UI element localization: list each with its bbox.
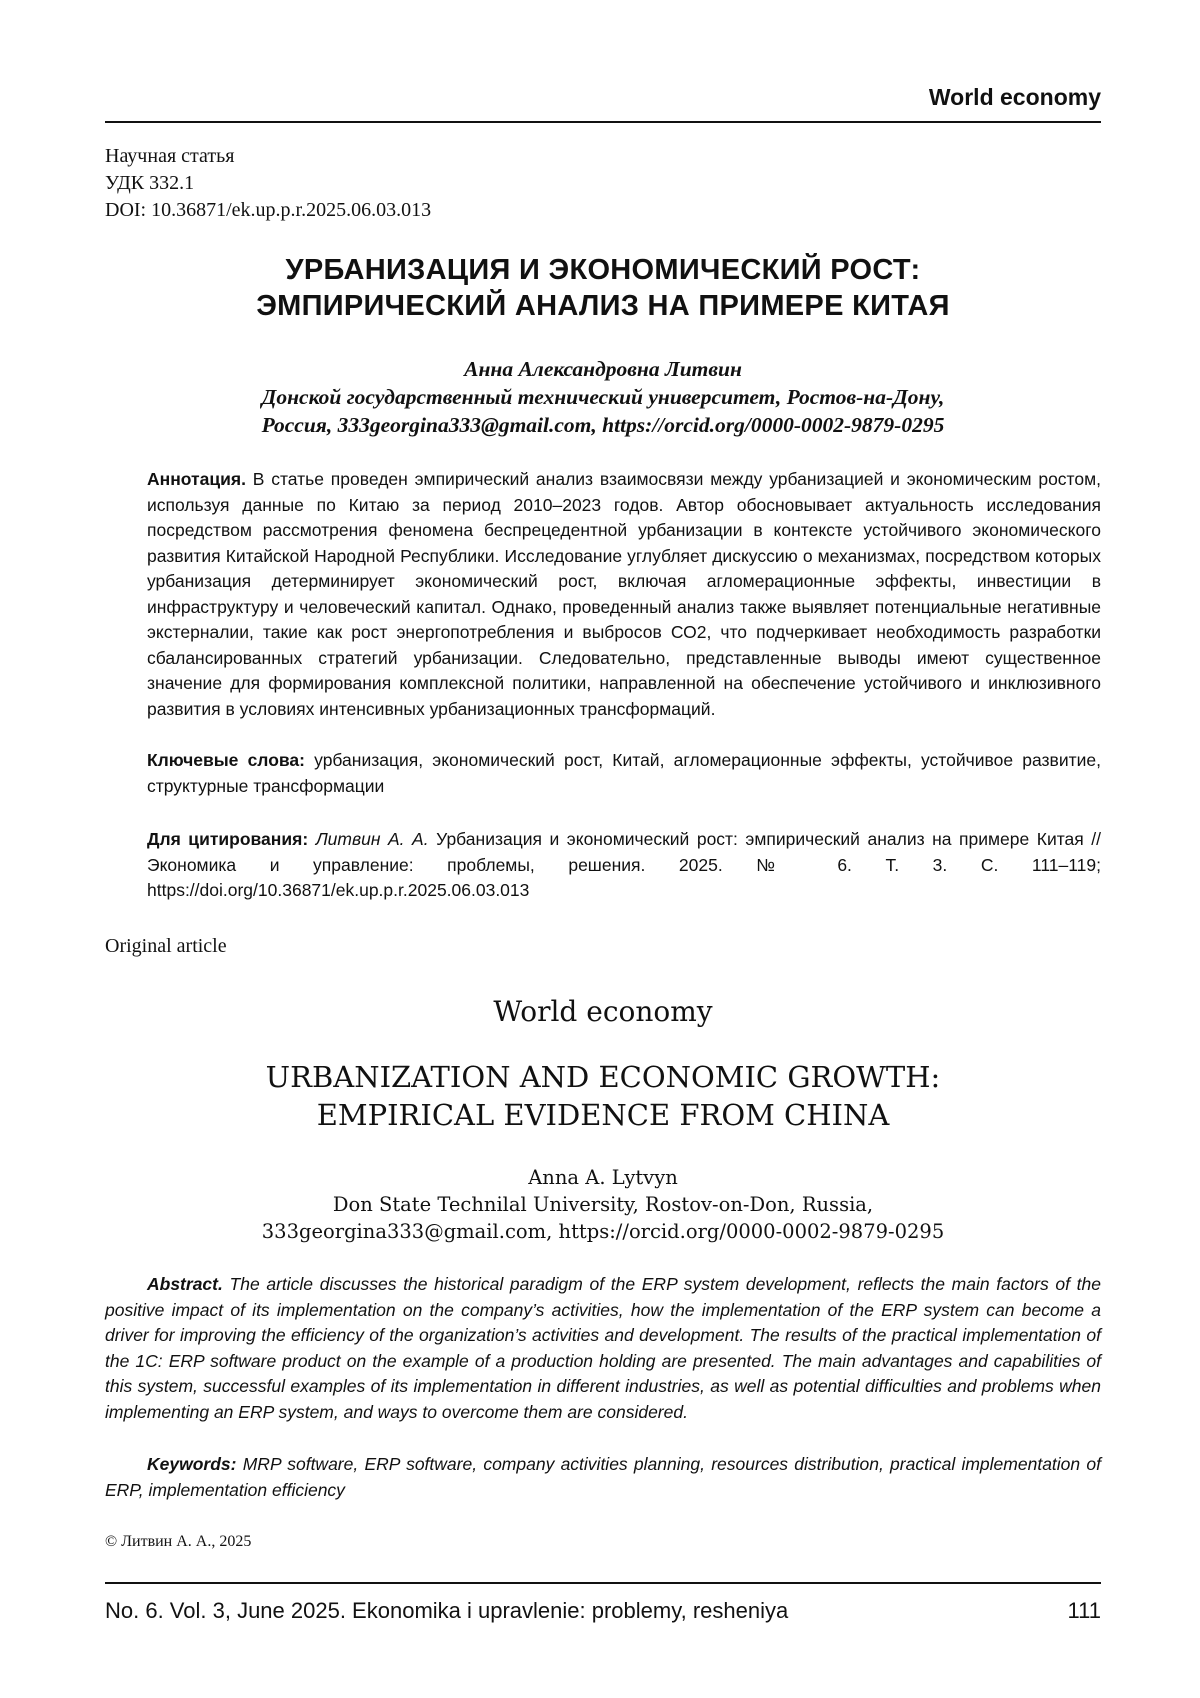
keywords-en [105, 1452, 1101, 1503]
citation-text: Урбанизация и экономический рост: эмпирический анализ на примере Китая // Экономика и управление: проблемы, решения. 2025. № 6. Т. 3. С. 111–119; https://doi.org/10.36871/ek.up.p.r.2025.06.03.013 [147, 829, 1101, 900]
citation-authors: Литвин А. А. [315, 829, 429, 849]
annotation-label: Аннотация. [147, 469, 246, 489]
footer-rule [105, 1582, 1101, 1584]
running-header: World economy [928, 84, 1101, 110]
article-type-en: Original article [105, 935, 227, 957]
udc-code: УДК 332.1 [105, 172, 195, 194]
annotation-text: В статье проведен эмпирический анализ взаимосвязи между урбанизацией и экономическим ростом, используя данные по Китаю за период 2010–2023 годов. Автор обосновывает актуальность исследования посредством рассмотрения феномена беспрецедентной урбанизации в контексте устойчивого экономического развития Китайской Народной Республики. Исследование углубляет дискуссию о механизмах, посредством которых урбанизация детерминирует экономический рост, включая агломерационные эффекты, инвестиции в инфраструктуру и человеческий капитал. Однако, проведенный анализ также выявляет потенциальные негативные экстерналии, такие как рост энергопотребления и выбросов СО2, что подчеркивает необходимость разработки сбалансированных стратегий урбанизации. Следовательно, представленные выводы имеют существенное значение для формирования комплексной политики, направленной на обеспечение устойчивого и инклюзивного развития в условиях интенсивных урбанизационных трансформаций. [147, 469, 1101, 719]
copyright: © Литвин А. А., 2025 [105, 1533, 252, 1550]
keywords-ru-label: Ключевые слова: [147, 750, 305, 770]
page-number: 111 [1067, 1598, 1101, 1623]
doi-ru: DOI: 10.36871/ek.up.p.r.2025.06.03.013 [105, 199, 432, 221]
author-affiliation-ru-2: Россия, 333georgina333@gmail.com, https://orcid.org/0000-0002-9879-0295 [261, 413, 945, 437]
article-meta-ru [105, 143, 431, 224]
author-name-en: Anna A. Lytvyn [528, 1166, 678, 1189]
footer-journal: No. 6. Vol. 3, June 2025. Ekonomika i upravlenie: problemy, resheniya [105, 1598, 789, 1623]
abstract-text: The article discusses the historical paradigm of the ERP system development, reflects the main factors of the positive impact of its implementation on the company’s activities, how the implementation of the ERP system can become a driver for improving the efficiency of the organization’s activities and development. The results of the practical implementation of the 1C: ERP software product on the example of a production holding are presented. The main advantages and capabilities of this system, successful examples of its implementation in different industries, as well as potential difficulties and problems when implementing an ERP system, and ways to overcome them are considered. [105, 1274, 1101, 1422]
author-contacts-en: 333georgina333@gmail.com, https://orcid.org/0000-0002-9879-0295 [261, 1220, 945, 1243]
annotation-ru [147, 467, 1101, 722]
abstract-label: Abstract. [147, 1274, 223, 1294]
title-en [105, 1058, 1101, 1134]
title-ru [105, 252, 1101, 324]
citation-ru [147, 827, 1101, 904]
abstract-en [105, 1272, 1101, 1425]
author-block-en [105, 1164, 1101, 1245]
section-en: World economy [493, 995, 713, 1028]
title-ru-line1: УРБАНИЗАЦИЯ И ЭКОНОМИЧЕСКИЙ РОСТ: [285, 254, 921, 286]
header-rule [105, 121, 1101, 123]
keywords-en-text: MRP software, ERP software, company activities planning, resources distribution, practical implementation of ERP, implementation efficiency [105, 1454, 1101, 1500]
article-type-ru: Научная статья [105, 145, 235, 167]
author-affiliation-ru-1: Донской государственный технический университет, Ростов-на-Дону, [261, 385, 945, 409]
keywords-ru [147, 748, 1101, 799]
citation-label: Для цитирования: [147, 829, 309, 849]
author-affiliation-en: Don State Technilal University, Rostov-on-Don, Russia, [332, 1193, 874, 1216]
title-ru-line2: ЭМПИРИЧЕСКИЙ АНАЛИЗ НА ПРИМЕРЕ КИТАЯ [256, 290, 950, 322]
keywords-en-label: Keywords: [147, 1454, 237, 1474]
title-en-line1: URBANIZATION AND ECONOMIC GROWTH: [265, 1060, 941, 1094]
keywords-ru-text: урбанизация, экономический рост, Китай, агломерационные эффекты, устойчивое развитие, структурные трансформации [147, 750, 1101, 796]
title-en-line2: EMPIRICAL EVIDENCE FROM CHINA [316, 1098, 890, 1132]
author-block-ru [105, 355, 1101, 439]
author-name-ru: Анна Александровна Литвин [464, 357, 742, 381]
